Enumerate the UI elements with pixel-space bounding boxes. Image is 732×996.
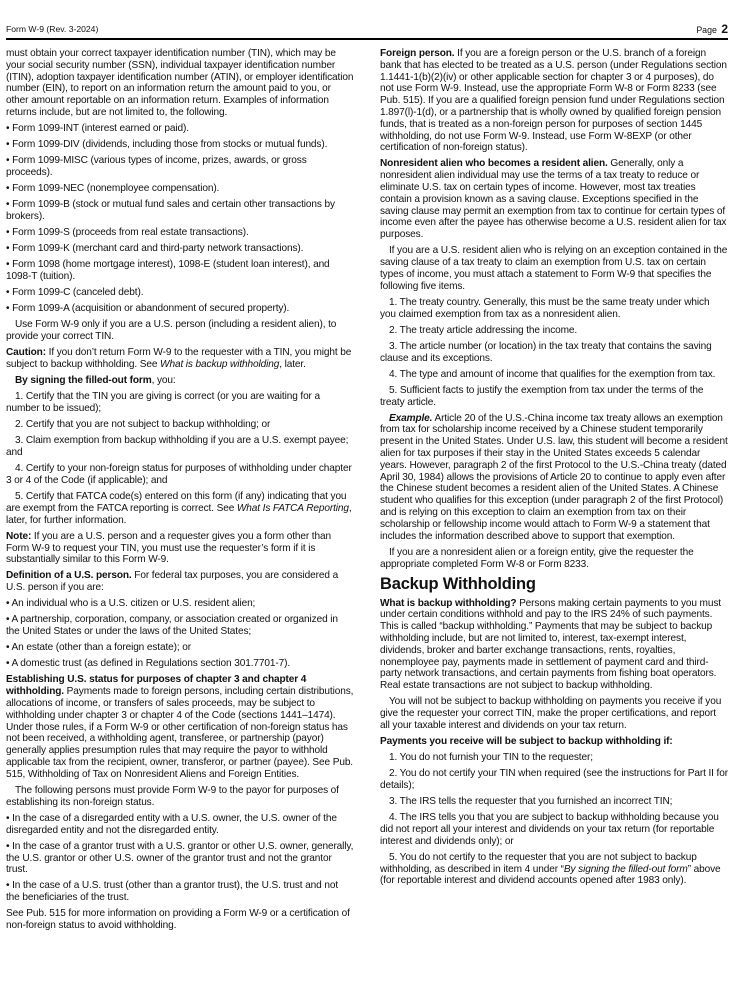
list-item: • In the case of a disregarded entity with a U.S. owner, the U.S. owner of the disregarded entity and not the disregarded entity. (6, 812, 337, 836)
caution-label: Caution: (6, 347, 46, 359)
page-label: Page (696, 25, 717, 35)
list-item: 2. The treaty article addressing the income. (389, 324, 578, 336)
fatca-end: , later, for further information. (6, 502, 352, 526)
list-item: • Form 1099-NEC (nonemployee compensation). (6, 183, 220, 195)
backup-withholding-heading: Backup Withholding (380, 574, 536, 593)
list-item: • Form 1099-DIV (dividends, including those from stocks or mutual funds). (6, 139, 328, 151)
list-item: 4. The IRS tells you that you are subject to backup withholding because you did not report all your interest and dividends on your tax return (for reportable interest and dividends only); or (380, 812, 719, 847)
form-id: Form W-9 (Rev. 3-2024) (6, 24, 99, 34)
caution-paragraph (6, 347, 354, 371)
nonresident-paragraph: If you are a nonresident alien or a foreign entity, give the requester the appropriate completed Form W-8 or Form 8233. (380, 546, 694, 570)
left-column (6, 48, 354, 993)
list-item: 1. Certify that the TIN you are giving is correct (or you are waiting for a number to be issued); (6, 391, 320, 415)
example-text: Article 20 of the U.S.-China income tax treaty allows an exemption from tax for scholarship income received by a Chinese student temporarily present in the United States. Under U.S. law, this student will become a resident alien for tax purposes if their stay in the United States exceeds 5 calendar years. However, paragraph 2 of the first Protocol to the U.S.-China treaty (dated April 30, 1984) allows the provisions of Article 20 to continue to apply even after the Chinese student becomes a resident alien of the United States. A Chinese student who qualifies for this exception (under paragraph 2 of the first Protocol) and is relying on this exception to claim an exemption from tax on their scholarship or fellowship income would attach to Form W-9 a statement that includes the information described above to support that exemption. (380, 412, 728, 542)
list-item: • In the case of a grantor trust with a U.S. grantor or other U.S. owner, generally, the U.S. grantor or other U.S. owner of the grantor trust and not the grantor trust. (6, 840, 354, 876)
list-item (6, 491, 354, 526)
right-column (380, 48, 728, 993)
fatca-text: 5. Certify that FATCA code(s) entered on this form (if any) indicating that you are exempt from the FATCA reporting is correct. See (6, 491, 347, 514)
intro-paragraph: must obtain your correct taxpayer identification number (TIN), which may be your social security number (SSN), individual taxpayer identification number (ITIN), adoption taxpayer identification number (ATIN), or employer identification number (EIN), to report on an information return the amount paid to you, or other amount reportable on an information return. Examples of information returns include, but are not limited to, the following. (6, 48, 354, 118)
list-item: 3. The IRS tells the requester that you furnished an incorrect TIN; (389, 796, 673, 808)
definition-label: Definition of a U.S. person. (6, 570, 132, 582)
list-item: • Form 1099-S (proceeds from real estate transactions). (6, 227, 249, 239)
page-number: 2 (721, 22, 728, 36)
caution-link-text: What is backup withholding (160, 359, 280, 371)
list-item: • Form 1099-B (stock or mutual fund sales and certain other transactions by brokers). (6, 199, 335, 223)
establishing-status-text: Payments made to foreign persons, including certain distributions, allocations of income, or transfers of sales proceeds, may be subject to withholding under chapter 3 or chapter 4 of the Code (sections 1441–1474). Under those rules, if a Form W-9 or other certification of non-foreign status has not been received, a withholding agent, transferee, or partnership (payor) generally applies presumption rules that may require the payor to withhold applicable tax from the recipient, owner, transferor, or partner (payee). See Pub. 515, Withholding of Tax on Nonresident Aliens and Foreign Entities. (6, 686, 354, 780)
caution-end: , later. (279, 359, 306, 371)
list-item: • An individual who is a U.S. citizen or U.S. resident alien; (6, 598, 256, 610)
example-paragraph (380, 413, 728, 543)
nonresident-alien-label: Nonresident alien who becomes a resident alien. (380, 158, 608, 170)
item5-text: 5. You do not certify to the requester that you are not subject to backup withholding, as described in item 4 under “ (380, 851, 697, 875)
list-item: 2. Certify that you are not subject to backup withholding; or (15, 419, 271, 431)
note-paragraph (6, 531, 354, 566)
list-item: • A domestic trust (as defined in Regulations section 301.7701-7). (6, 658, 291, 670)
list-item: 1. You do not furnish your TIN to the requester; (389, 752, 593, 764)
payments-subject-heading: Payments you receive will be subject to backup withholding if: (380, 736, 673, 747)
resident-alien-paragraph: If you are a U.S. resident alien who is relying on an exception contained in the saving clause of a tax treaty to claim an exemption from U.S. tax on certain types of income, you must attach a statement to Form W-9 that specifies the following five items. (380, 245, 728, 292)
note-text: If you are a U.S. person and a requester gives you a form other than Form W-9 to request your TIN, you must use the requester’s form if it is substantially similar to this Form W-9. (6, 530, 331, 566)
list-item: 4. Certify to your non-foreign status for purposes of withholding under chapter 3 or 4 of the Code (if applicable); and (6, 463, 352, 486)
not-subject-paragraph: You will not be subject to backup withholding on payments you receive if you give the requester your correct TIN, make the proper certifications, and report all your taxable interest and dividends on your tax return. (380, 696, 722, 731)
use-w9-paragraph: Use Form W-9 only if you are a U.S. person (including a resident alien), to provide your correct TIN. (6, 319, 337, 343)
pub515-paragraph: See Pub. 515 for more information on providing a Form W-9 or a certification of non-foreign status to avoid withholding. (6, 908, 350, 932)
list-item: 1. The treaty country. Generally, this must be the same treaty under which you claimed exemption from tax as a nonresident alien. (380, 296, 710, 320)
nonresident-alien-paragraph (380, 158, 728, 241)
item5-end: ” above (for reportable interest and dividend accounts opened after 1983 only). (380, 863, 721, 887)
definition-text: For federal tax purposes, you are considered a U.S. person if you are: (6, 570, 339, 594)
list-item: • Form 1099-A (acquisition or abandonment of secured property). (6, 303, 290, 315)
list-item: • In the case of a U.S. trust (other than a grantor trust), the U.S. trust and not the beneficiaries of the trust. (6, 880, 339, 904)
list-item: • Form 1099-K (merchant card and third-party network transactions). (6, 243, 304, 255)
page-number-label (696, 22, 728, 36)
list-item: 3. Claim exemption from backup withholding if you are a U.S. exempt payee; and (6, 435, 349, 459)
definition-paragraph (6, 570, 354, 594)
signing-heading (6, 375, 354, 387)
foreign-person-label: Foreign person. (380, 48, 455, 59)
list-item: • Form 1099-INT (interest earned or paid). (6, 123, 189, 135)
example-label: Example. (389, 412, 433, 424)
signing-heading-suffix: , you: (151, 375, 176, 387)
signing-heading-bold: By signing the filled-out form (15, 375, 152, 387)
caution-text: If you don’t return Form W-9 to the requester with a TIN, you might be subject to backup withholding. See (6, 347, 352, 371)
what-is-backup-paragraph (380, 598, 728, 692)
list-item: 4. The type and amount of income that qualifies for the exemption from tax. (389, 368, 716, 380)
list-item (380, 852, 728, 887)
nonresident-alien-text: Generally, only a nonresident alien individual may use the terms of a tax treaty to reduce or eliminate U.S. tax on certain types of income. However, most tax treaties contain a provision known as a saving clause. Exceptions specified in the saving clause may permit an exemption from tax to continue for certain types of income even after the payee has otherwise become a U.S. resident alien for tax purposes. (380, 158, 727, 241)
list-item: • Form 1099-MISC (various types of income, prizes, awards, or gross proceeds). (6, 155, 307, 179)
list-item: • A partnership, corporation, company, or association created or organized in the United States or under the laws of the United States; (6, 614, 338, 638)
what-is-backup-label: What is backup withholding? (380, 597, 517, 609)
following-persons-paragraph: The following persons must provide Form W-9 to the payor for purposes of establishing its non-foreign status. (6, 784, 339, 808)
list-item: • Form 1098 (home mortgage interest), 1098-E (student loan interest), and 1098-T (tuition). (6, 259, 330, 283)
establishing-status-paragraph (6, 674, 354, 780)
list-item: • Form 1099-C (canceled debt). (6, 287, 144, 299)
foreign-person-paragraph (380, 48, 728, 154)
item5-link-text: By signing the filled-out form (563, 863, 688, 875)
page-header (6, 10, 728, 40)
list-item: 3. The article number (or location) in the tax treaty that contains the saving clause and its exceptions. (380, 340, 712, 364)
what-is-backup-text: Persons making certain payments to you must under certain conditions withhold and pay to the IRS 24% of such payments. This is called “backup withholding.” Payments that may be subject to backup withholding include, but are not limited to, interest, tax-exempt interest, dividends, broker and barter exchange transactions, rents, royalties, nonemployee pay, payments made in settlement of payment card and third-party network transactions, and certain payments from fishing boat operators. Real estate transactions are not subject to backup withholding. (380, 597, 721, 692)
fatca-link-text: What Is FATCA Reporting (236, 502, 349, 514)
foreign-person-text: If you are a foreign person or the U.S. branch of a foreign bank that has elected to be treated as a U.S. person (under Regulations section 1.1441-1(b)(2)(iv) or other applicable section for chapter 3 or 4 purposes), do not use Form W-9. Instead, use the appropriate Form W-8 or Form 8233 (see Pub. 515). If you are a qualified foreign pension fund under Regulations section 1.897(l)-1(d), or a partnership that is wholly owned by qualified foreign pension funds, that is treated as a non-foreign person for purposes of section 1445 withholding, do not use Form W-9. Instead, use Form W-8EXP (or other certification of non-foreign status). (380, 48, 727, 154)
list-item: 2. You do not certify your TIN when required (see the instructions for Part II for details); (380, 768, 728, 791)
list-item: 5. Sufficient facts to justify the exemption from tax under the terms of the treaty article. (380, 384, 704, 408)
note-label: Note: (6, 530, 32, 542)
list-item: • An estate (other than a foreign estate); or (6, 642, 191, 654)
establishing-status-label: Establishing U.S. status for purposes of chapter 3 and chapter 4 withholding. (6, 674, 307, 698)
